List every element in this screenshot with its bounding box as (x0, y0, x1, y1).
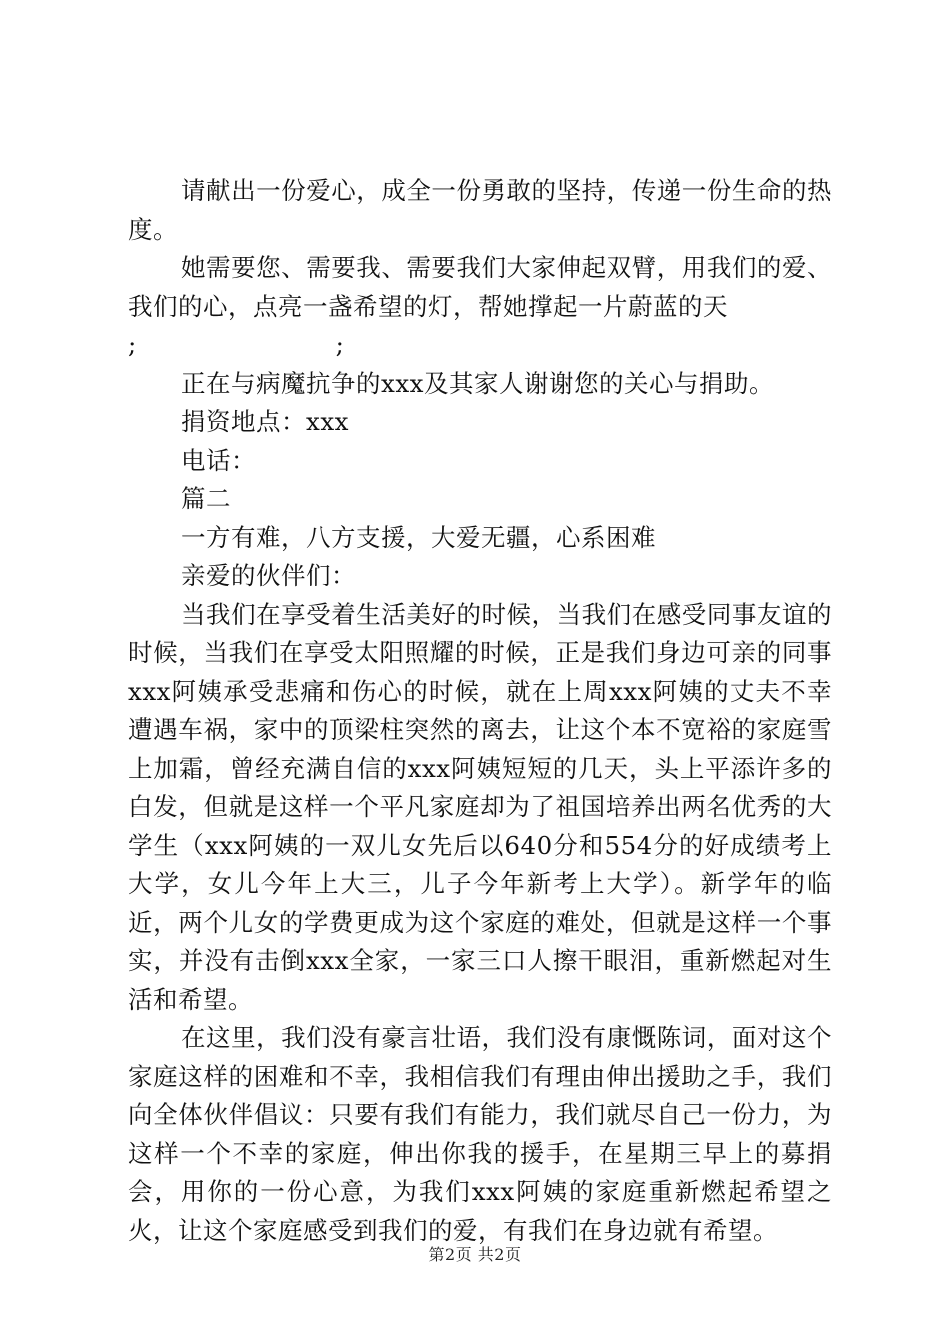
section-title: 一方有难，八方支援，大爱无疆，心系困难 (181, 522, 656, 552)
paragraph-appeal: 请献出一份爱心，成全一份勇敢的坚持，传递一份生命的热度。 (128, 176, 832, 244)
page-footer: 第2页 共2页 (428, 1245, 522, 1264)
document-body (128, 172, 832, 1250)
paragraph-thanks: 正在与病魔抗争的xxx及其家人谢谢您的关心与捐助。 (181, 368, 774, 398)
paragraph-semicolons: ; ; (128, 330, 345, 359)
paragraph-call-to-action: 在这里，我们没有豪言壮语，我们没有康慨陈词，面对这个家庭这样的困难和不幸，我相信我们有理由伸出援助之手，我们向全体伙伴倡议：只要有我们有能力，我们就尽自己一份力，为这样一个不幸的家庭，伸出你我的援手，在星期三早上的募捐会，用你的一份心意，为我们xxx阿姨的家庭重新燃起希望之火，让这个家庭感受到我们的爱，有我们在身边就有希望。 (128, 1023, 832, 1245)
section-heading: 篇二 (181, 484, 231, 513)
donation-location: 捐资地点：xxx (181, 407, 349, 436)
paragraph-story: 当我们在享受着生活美好的时候，当我们在感受同事友谊的时候，当我们在享受太阳照耀的时候，正是我们身边可亲的同事xxx阿姨承受悲痛和伤心的时候，就在上周xxx阿姨的丈夫不幸遭遇车祸，家中的顶梁柱突然的离去，让这个本不宽裕的家庭雪上加霜，曾经充满自信的xxx阿姨短短的几天，头上平添许多的白发，但就是这样一个平凡家庭却为了祖国培养出两名优秀的大学生（xxx阿姨的一双儿女先后以640分和554分的好成绩考上大学，女儿今年上大三，儿子今年新考上大学）。新学年的临近，两个儿女的学费更成为这个家庭的难处，但就是这样一个事实，并没有击倒xxx全家，一家三口人擦干眼泪，重新燃起对生活和希望。 (128, 599, 832, 1014)
phone-line: 电话： (181, 445, 256, 475)
paragraph-need-support: 她需要您、需要我、需要我们大家伸起双臂，用我们的爱、我们的心，点亮一盏希望的灯，帮她撑起一片蔚蓝的天 (128, 253, 832, 321)
salutation: 亲爱的伙伴们： (181, 561, 356, 590)
